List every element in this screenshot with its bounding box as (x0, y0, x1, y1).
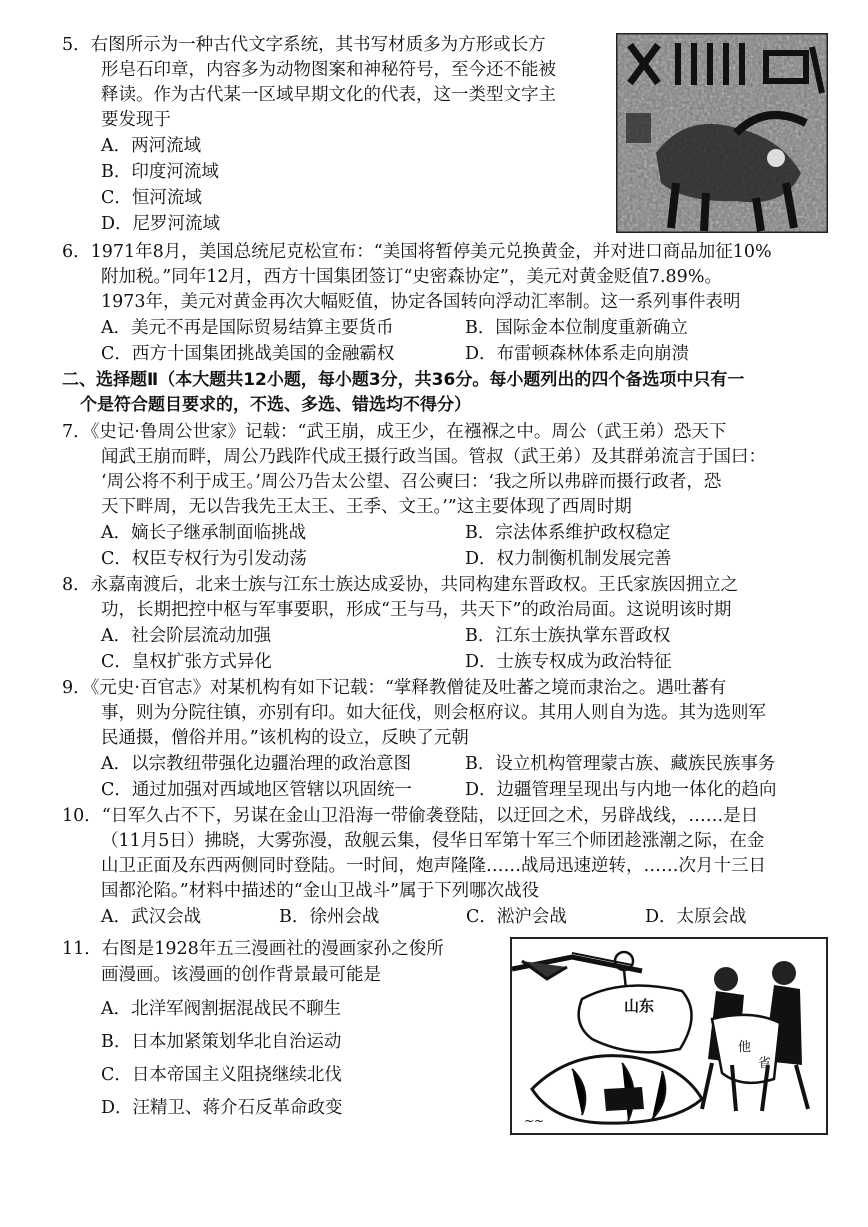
q9-line-2: 事，则为分院往镇，亦别有印。如大征伐，则会枢府议。其用人则自为选。其为选则军 (101, 703, 766, 723)
q6-line-2: 附加税。”同年12月，西方十国集团签订“史密森协定”，美元对黄金贬值7.89%。 (101, 267, 722, 287)
svg-text:~~: ~~ (524, 1114, 545, 1128)
q7-option-a[interactable]: A．嫡长子继承制面临挑战 (101, 523, 307, 543)
q6-line-3: 1973年，美元对黄金再次大幅贬值，协定各国转向浮动汇率制。这一系列事件表明 (101, 292, 741, 312)
q5-option-c[interactable]: C．恒河流域 (101, 188, 202, 208)
q6-line-1: 6．1971年8月，美国总统尼克松宣布：“美国将暂停美元兑换黄金，并对进口商品加征10% (62, 242, 772, 262)
q7-option-b[interactable]: B．宗法体系维护政权稳定 (465, 523, 671, 543)
q7-line-1: 7．《史记·鲁周公世家》记载：“武王崩，成王少，在襁褓之中。周公（武王弟）恐天下 (62, 422, 727, 442)
section-2-line-1: 二、选择题Ⅱ（本大题共12小题，每小题3分，共36分。每小题列出的四个备选项中只有一 (62, 370, 745, 390)
cartoon-1928 (510, 937, 828, 1135)
q9-option-a[interactable]: A．以宗教纽带强化边疆治理的政治意图 (101, 754, 412, 774)
q7-line-4: 天下畔周，无以告我先王太王、王季、文王。’”这主要体现了西周时期 (101, 497, 632, 517)
q10-line-2: （11月5日）拂晓，大雾弥漫，敌舰云集，侵华日军第十军三个师团趁涨潮之际，在金 (101, 831, 765, 851)
q7-option-c[interactable]: C．权臣专权行为引发动荡 (101, 549, 307, 569)
q11-option-a[interactable]: A．北洋军阀割据混战民不聊生 (101, 999, 342, 1019)
q10-line-1: 10．“日军久占不下，另谋在金山卫沿海一带偷袭登陆，以迂回之术，另辟战线，……是日 (62, 806, 759, 826)
q8-line-2: 功，长期把控中枢与军事要职，形成“王与马，共天下”的政治局面。这说明该时期 (101, 600, 732, 620)
q6-option-a[interactable]: A．美元不再是国际贸易结算主要货币 (101, 318, 394, 338)
cartoon-label-sheng: 省 (758, 1056, 772, 1071)
q8-line-1: 8．永嘉南渡后，北来士族与江东士族达成妥协，共同构建东晋政权。王氏家族因拥立之 (62, 575, 739, 595)
q7-line-2: 闻武王崩而畔，周公乃践阼代成王摄行政当国。管叔（武王弟）及其群弟流言于国曰： (101, 447, 766, 467)
q5-line-3: 释读。作为古代某一区域早期文化的代表，这一类型文字主 (101, 85, 556, 105)
q7-line-3: ‘周公将不利于成王。’周公乃告太公望、召公奭曰：‘我之所以弗辟而摄行政者，恐 (101, 472, 722, 492)
q10-option-c[interactable]: C．淞沪会战 (466, 907, 567, 927)
cartoon-label-ta: 他 (738, 1040, 752, 1055)
q8-option-c[interactable]: C．皇权扩张方式异化 (101, 652, 272, 672)
q10-line-3: 山卫正面及东西两侧同时登陆。一时间，炮声隆隆……战局迅速逆转，……次月十三日 (101, 856, 766, 876)
cartoon-svg (512, 939, 826, 1133)
q5-option-b[interactable]: B．印度河流域 (101, 162, 219, 182)
q9-option-b[interactable]: B．设立机构管理蒙古族、藏族民族事务 (465, 754, 776, 774)
q9-option-d[interactable]: D．边疆管理呈现出与内地一体化的趋向 (465, 780, 777, 800)
q8-option-a[interactable]: A．社会阶层流动加强 (101, 626, 272, 646)
q10-option-d[interactable]: D．太原会战 (645, 907, 747, 927)
q8-option-b[interactable]: B．江东士族执掌东晋政权 (465, 626, 671, 646)
q11-option-d[interactable]: D．汪精卫、蒋介石反革命政变 (101, 1098, 343, 1118)
q5-option-d[interactable]: D．尼罗河流域 (101, 214, 221, 234)
q11-line-2: 画漫画。该漫画的创作背景最可能是 (101, 965, 381, 985)
q5-line-4: 要发现于 (101, 110, 171, 130)
q10-option-b[interactable]: B．徐州会战 (279, 907, 380, 927)
cartoon-label-shandong: 山东 (624, 997, 655, 1015)
q6-option-c[interactable]: C．西方十国集团挑战美国的金融霸权 (101, 344, 395, 364)
q9-option-c[interactable]: C．通过加强对西域地区管辖以巩固统一 (101, 780, 412, 800)
q5-option-a[interactable]: A．两河流域 (101, 136, 202, 156)
seal-image-svg (616, 33, 828, 233)
q11-line-1: 11．右图是1928年五三漫画社的漫画家孙之俊所 (62, 939, 444, 959)
q10-line-4: 国都沦陷。”材料中描述的“金山卫战斗”属于下列哪次战役 (101, 881, 540, 901)
section-2-line-2: 个是符合题目要求的，不选、多选、错选均不得分） (80, 395, 471, 415)
q6-option-d[interactable]: D．布雷顿森林体系走向崩溃 (465, 344, 690, 364)
q6-option-b[interactable]: B．国际金本位制度重新确立 (465, 318, 688, 338)
q5-line-2: 形皂石印章，内容多为动物图案和神秘符号，至今还不能被 (101, 60, 556, 80)
q11-option-b[interactable]: B．日本加紧策划华北自治运动 (101, 1032, 342, 1052)
q5-line-1: 5．右图所示为一种古代文字系统，其书写材质多为方形或长方 (62, 35, 546, 55)
q9-line-3: 民通摄，僧俗并用。”该机构的设立，反映了元朝 (101, 728, 469, 748)
ancient-seal-photo (616, 33, 828, 233)
q7-option-d[interactable]: D．权力制衡机制发展完善 (465, 549, 672, 569)
q11-option-c[interactable]: C．日本帝国主义阻挠继续北伐 (101, 1065, 342, 1085)
q10-option-a[interactable]: A．武汉会战 (101, 907, 202, 927)
q9-line-1: 9．《元史·百官志》对某机构有如下记载：“掌释教僧徒及吐蕃之境而隶治之。遇吐蕃有 (62, 678, 727, 698)
q8-option-d[interactable]: D．士族专权成为政治特征 (465, 652, 672, 672)
